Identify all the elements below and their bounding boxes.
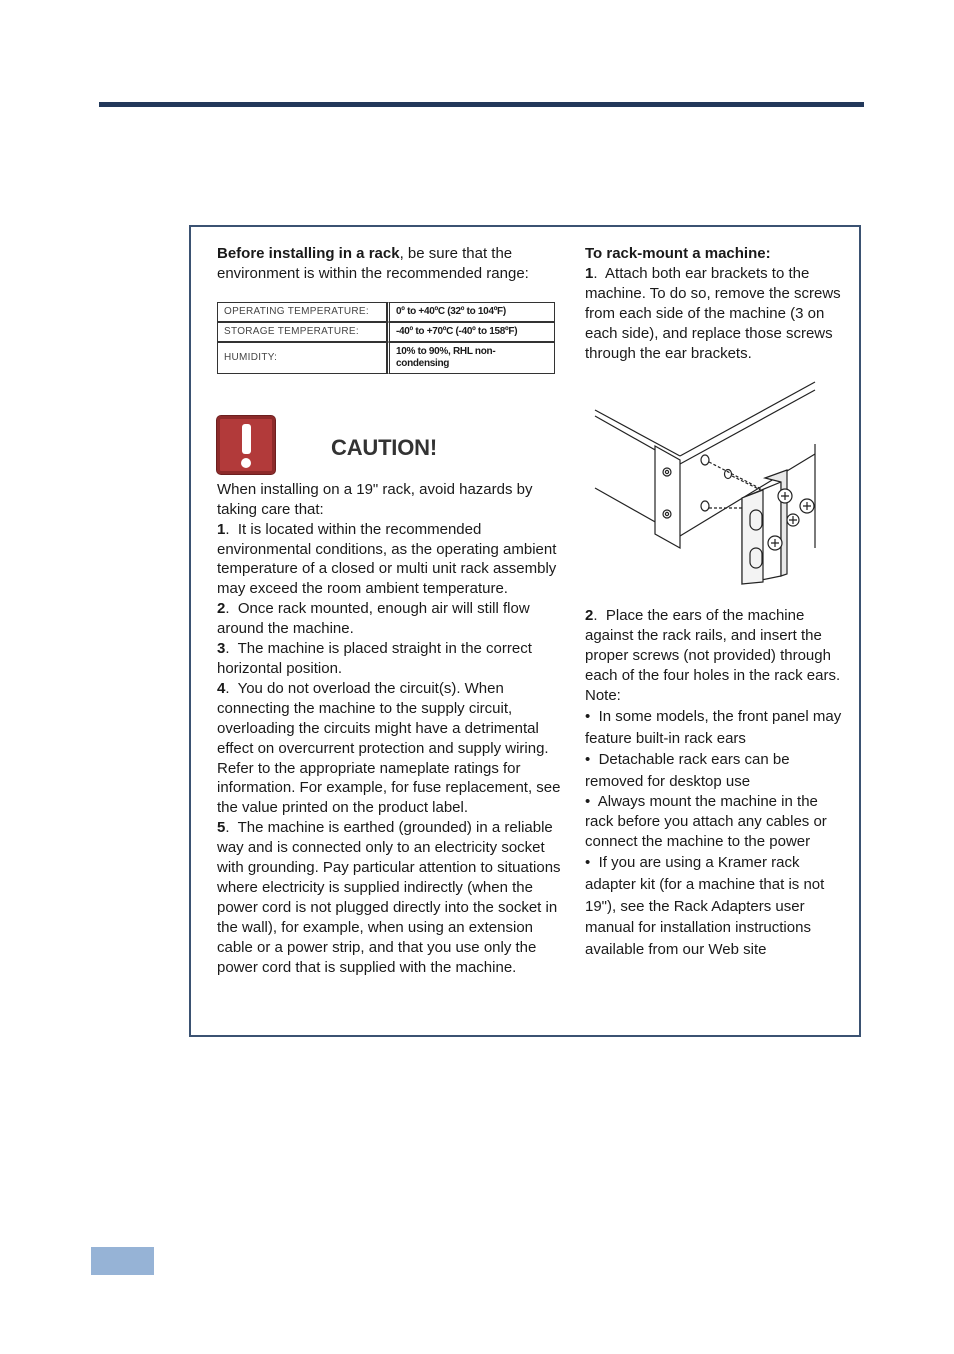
list-item: 2. Once rack mounted, enough air will still flow around the machine. [217,600,530,638]
item-number: 5 [217,819,226,837]
header-rule [99,102,864,107]
rack-ear-illustration [585,378,835,600]
item-number: 2 [217,600,226,618]
item-text: Once rack mounted, enough air will still flow around the machine. [217,600,530,638]
table-row [217,342,555,374]
caution-intro: When installing on a 19" rack, avoid hazards by taking care that: [217,480,533,518]
env-label: HUMIDITY: [217,342,387,374]
item-text: You do not overload the circuit(s). When connecting the machine to the supply circuit, overloading the circuits might have a detrimental effect on overcurrent protection and supply wiring. Refer to the appropriate nameplate ratings for information. For example, for fuse replacement, see the value printed on the product label. [217,679,561,817]
heading-text: To rack-mount a machine: [585,245,771,262]
caution-title: CAUTION! [331,434,437,460]
step-text: Attach both ear brackets to the machine. To do so, remove the screws from each side of the machine (3 on each side), and replace those screws through the ear brackets. [585,265,841,362]
table-row [217,322,555,342]
table-row [217,302,555,322]
environment-table [217,302,555,374]
list-item: 5. The machine is earthed (grounded) in a reliable way and is connected only to an electricity socket with grounding. Pay particular attention to situations where electricity is supplied indirectly (when the power cord is not plugged directly into the socket in the wall), for example, when using an extension cable or a power strip, and that you use only the power cord that is supplied with the machine. [217,819,561,976]
list-item: 3. The machine is placed straight in the correct horizontal position. [217,640,532,677]
item-text: It is located within the recommended environmental conditions, as the operating ambient temperature of a closed or multi unit rack assembly may exceed the room ambient temperature. [217,520,557,598]
item-number: 4 [217,679,226,697]
note-text: In some models, the front panel may feature built-in rack ears [585,708,842,747]
note-item: • Detachable rack ears can be removed for desktop use [585,751,790,790]
list-item: 1. It is located within the recommended environmental conditions, as the operating ambient temperature of a closed or multi unit rack assembly may exceed the room ambient temperature. [217,520,557,598]
env-value: 0º to +40ºC (32º to 104ºF) [387,302,555,322]
env-label: STORAGE TEMPERATURE: [217,322,387,342]
intro-rest: , be sure that the environment is within the recommended range: [217,245,529,282]
item-number: 3 [217,640,226,658]
env-value: -40º to +70ºC (-40º to 158ºF) [387,322,555,342]
note-label: Note: [585,687,621,704]
item-text: The machine is placed straight in the correct horizontal position. [217,640,532,677]
step-number: 2 [585,607,594,624]
intro-paragraph [217,244,572,284]
note-text: If you are using a Kramer rack adapter kit (for a machine that is not 19"), see the Rack Adapters user manual for installation instructions available from our Web site [585,854,825,958]
note-text: Always mount the machine in the rack before you attach any cables or connect the machine to the power [585,793,827,851]
note-item: • Always mount the machine in the rack before you attach any cables or connect the machine to the power [585,793,827,851]
warning-icon [217,416,275,474]
env-value: 10% to 90%, RHL non-condensing [387,342,555,374]
step-text: Place the ears of the machine against the rack rails, and insert the proper screws (not provided) through each of the four holes in the rack ears. [585,607,841,684]
env-label: OPERATING TEMPERATURE: [217,302,387,322]
left-column [217,244,572,977]
step-number: 1 [585,265,594,282]
item-number: 1 [217,520,226,538]
note-item: • In some models, the front panel may feature built-in rack ears [585,708,842,747]
item-text: The machine is earthed (grounded) in a reliable way and is connected only to an electricity socket with grounding. Pay particular attention to situations where electricity is supplied indirectly (when the power cord is not plugged directly into the socket in the wall), for example, when using an extension cable or a power strip, and that you use only the power cord that is supplied with the machine. [217,819,561,976]
page-number-tab [91,1247,154,1275]
note-text: Detachable rack ears can be removed for desktop use [585,751,790,790]
section-heading [585,244,845,264]
right-column [585,244,845,960]
note-item: • If you are using a Kramer rack adapter kit (for a machine that is not 19"), see the Rack Adapters user manual for installation instructions available from our Web site [585,854,825,958]
intro-bold: Before installing in a rack [217,245,400,262]
list-item: 4. You do not overload the circuit(s). When connecting the machine to the supply circuit, overloading the circuits might have a detrimental effect on overcurrent protection and supply wiring. Refer to the appropriate nameplate ratings for information. For example, for fuse replacement, see the value printed on the product label. [217,679,561,817]
step-2: 2. Place the ears of the machine against the rack rails, and insert the proper screws (not provided) through each of the four holes in the rack ears. [585,607,841,684]
caution-header [217,416,572,480]
step-1: 1. Attach both ear brackets to the machine. To do so, remove the screws from each side of the machine (3 on each side), and replace those screws through the ear brackets. [585,265,841,362]
